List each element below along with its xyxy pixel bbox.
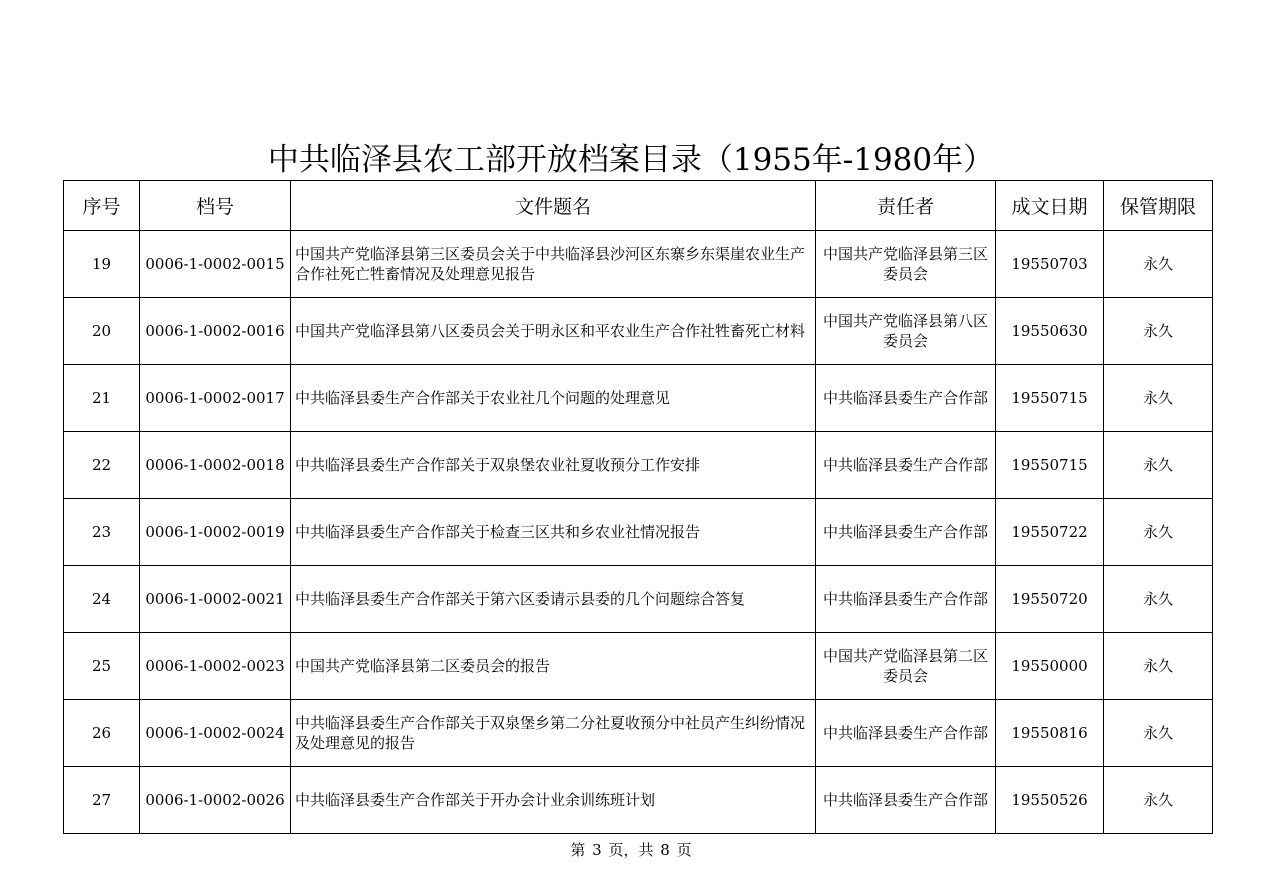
cell-archive-no: 0006-1-0002-0018 xyxy=(140,432,291,499)
table-row xyxy=(64,633,1213,700)
table-row xyxy=(64,566,1213,633)
table-row xyxy=(64,298,1213,365)
table-row xyxy=(64,767,1213,834)
cell-date: 19550816 xyxy=(996,700,1104,767)
cell-retention: 永久 xyxy=(1104,298,1213,365)
cell-seq: 21 xyxy=(64,365,140,432)
cell-date: 19550715 xyxy=(996,365,1104,432)
table-row xyxy=(64,432,1213,499)
column-header-retention: 保管期限 xyxy=(1104,181,1213,231)
cell-responsible: 中国共产党临泽县第三区委员会 xyxy=(816,231,996,298)
cell-retention: 永久 xyxy=(1104,432,1213,499)
cell-date: 19550720 xyxy=(996,566,1104,633)
cell-responsible: 中共临泽县委生产合作部 xyxy=(816,767,996,834)
cell-seq: 27 xyxy=(64,767,140,834)
cell-doc-title: 中共临泽县委生产合作部关于开办会计业余训练班计划 xyxy=(291,767,816,834)
column-header-doc-title: 文件题名 xyxy=(291,181,816,231)
cell-doc-title: 中共临泽县委生产合作部关于双泉堡乡第二分社夏收预分中社员产生纠纷情况及处理意见的报告 xyxy=(291,700,816,767)
cell-retention: 永久 xyxy=(1104,700,1213,767)
cell-responsible: 中共临泽县委生产合作部 xyxy=(816,432,996,499)
cell-seq: 26 xyxy=(64,700,140,767)
cell-retention: 永久 xyxy=(1104,365,1213,432)
archive-catalog-table xyxy=(63,180,1213,834)
cell-responsible: 中国共产党临泽县第二区委员会 xyxy=(816,633,996,700)
cell-archive-no: 0006-1-0002-0024 xyxy=(140,700,291,767)
cell-seq: 19 xyxy=(64,231,140,298)
column-header-archive-no: 档号 xyxy=(140,181,291,231)
cell-seq: 20 xyxy=(64,298,140,365)
cell-seq: 22 xyxy=(64,432,140,499)
table-row xyxy=(64,365,1213,432)
cell-doc-title: 中国共产党临泽县第二区委员会的报告 xyxy=(291,633,816,700)
cell-retention: 永久 xyxy=(1104,499,1213,566)
cell-date: 19550630 xyxy=(996,298,1104,365)
cell-doc-title: 中国共产党临泽县第八区委员会关于明永区和平农业生产合作社牲畜死亡材料 xyxy=(291,298,816,365)
cell-doc-title: 中国共产党临泽县第三区委员会关于中共临泽县沙河区东寨乡东渠崖农业生产合作社死亡牲畜情况及处理意见报告 xyxy=(291,231,816,298)
cell-retention: 永久 xyxy=(1104,633,1213,700)
cell-retention: 永久 xyxy=(1104,566,1213,633)
cell-doc-title: 中共临泽县委生产合作部关于双泉堡农业社夏收预分工作安排 xyxy=(291,432,816,499)
cell-date: 19550526 xyxy=(996,767,1104,834)
cell-responsible: 中共临泽县委生产合作部 xyxy=(816,499,996,566)
cell-responsible: 中国共产党临泽县第八区委员会 xyxy=(816,298,996,365)
cell-seq: 23 xyxy=(64,499,140,566)
document-title: 中共临泽县农工部开放档案目录（1955年-1980年） xyxy=(267,142,995,178)
cell-archive-no: 0006-1-0002-0019 xyxy=(140,499,291,566)
cell-doc-title: 中共临泽县委生产合作部关于检查三区共和乡农业社情况报告 xyxy=(291,499,816,566)
table-row xyxy=(64,231,1213,298)
cell-date: 19550000 xyxy=(996,633,1104,700)
cell-archive-no: 0006-1-0002-0021 xyxy=(140,566,291,633)
cell-date: 19550715 xyxy=(996,432,1104,499)
cell-date: 19550722 xyxy=(996,499,1104,566)
cell-archive-no: 0006-1-0002-0016 xyxy=(140,298,291,365)
cell-responsible: 中共临泽县委生产合作部 xyxy=(816,700,996,767)
column-header-date: 成文日期 xyxy=(996,181,1104,231)
cell-archive-no: 0006-1-0002-0015 xyxy=(140,231,291,298)
cell-seq: 24 xyxy=(64,566,140,633)
table-row xyxy=(64,700,1213,767)
table-header-row xyxy=(64,181,1213,231)
cell-seq: 25 xyxy=(64,633,140,700)
cell-archive-no: 0006-1-0002-0017 xyxy=(140,365,291,432)
column-header-seq: 序号 xyxy=(64,181,140,231)
cell-doc-title: 中共临泽县委生产合作部关于农业社几个问题的处理意见 xyxy=(291,365,816,432)
cell-responsible: 中共临泽县委生产合作部 xyxy=(816,365,996,432)
table-row xyxy=(64,499,1213,566)
cell-responsible: 中共临泽县委生产合作部 xyxy=(816,566,996,633)
cell-archive-no: 0006-1-0002-0026 xyxy=(140,767,291,834)
cell-retention: 永久 xyxy=(1104,231,1213,298)
cell-retention: 永久 xyxy=(1104,767,1213,834)
page-number-footer: 第 3 页，共 8 页 xyxy=(570,841,692,859)
cell-doc-title: 中共临泽县委生产合作部关于第六区委请示县委的几个问题综合答复 xyxy=(291,566,816,633)
cell-date: 19550703 xyxy=(996,231,1104,298)
cell-archive-no: 0006-1-0002-0023 xyxy=(140,633,291,700)
column-header-responsible: 责任者 xyxy=(816,181,996,231)
